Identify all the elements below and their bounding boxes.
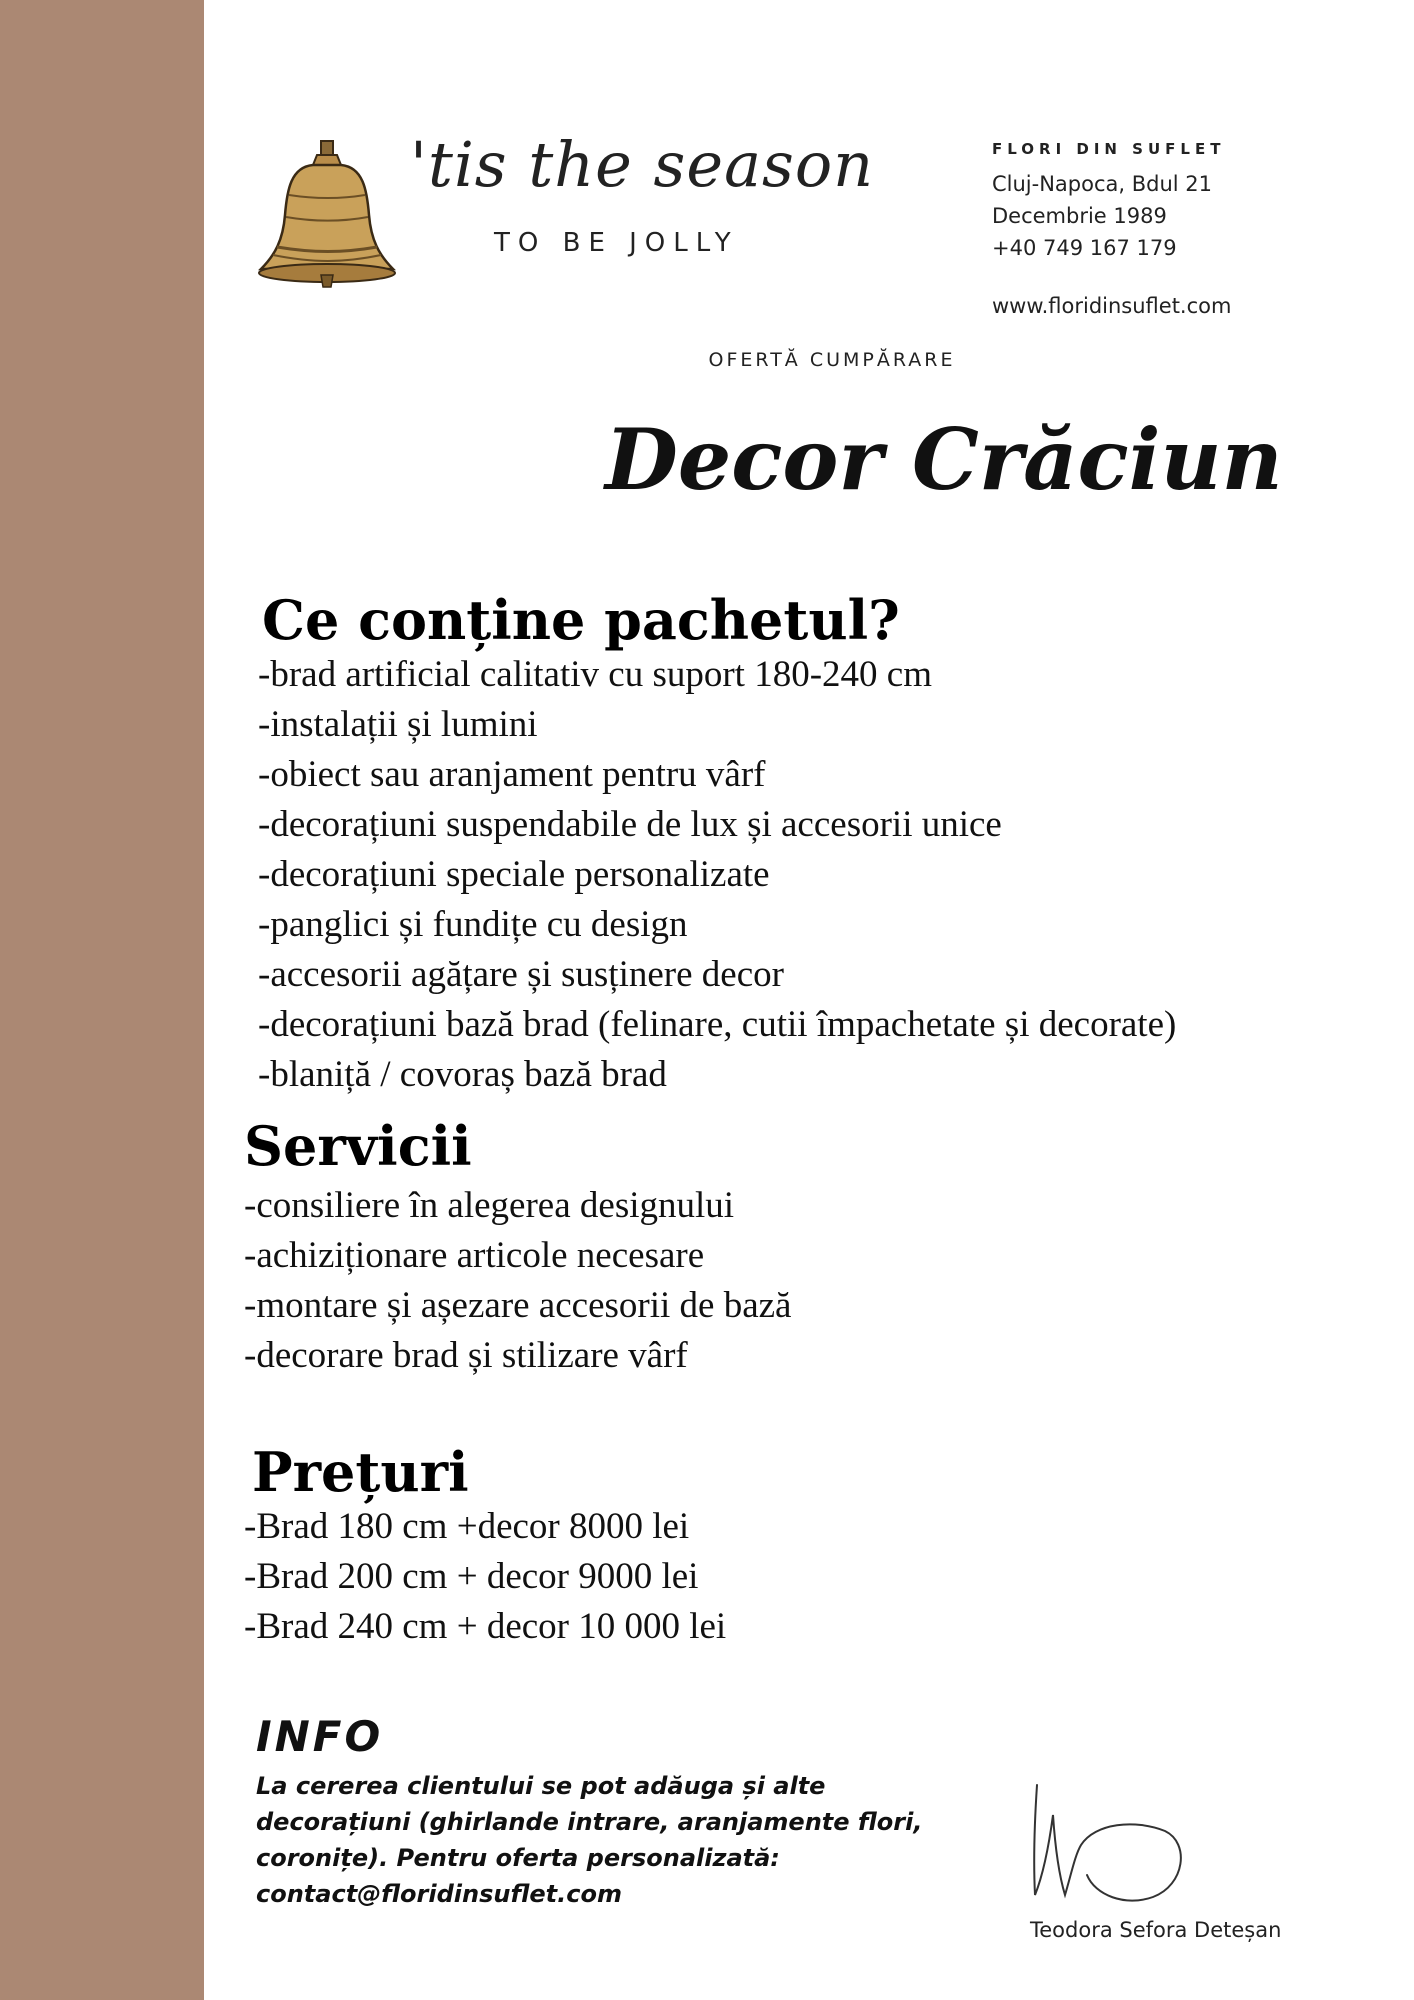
services-heading: Servicii — [244, 1114, 472, 1178]
list-item: -blaniță / covoraș bază brad — [258, 1054, 667, 1095]
list-item: -decorațiuni suspendabile de lux și accesorii unice — [258, 804, 1002, 845]
list-item: -achiziționare articole necesare — [244, 1235, 705, 1276]
list-item: -montare și așezare accesorii de bază — [244, 1285, 792, 1326]
offer-label: OFERTĂ CUMPĂRARE — [708, 349, 956, 371]
list-item: -decorare brad și stilizare vârf — [244, 1335, 688, 1376]
company-website[interactable]: www.floridinsuflet.com — [992, 294, 1232, 318]
list-item: -Brad 180 cm +decor 8000 lei — [244, 1506, 690, 1547]
services-list — [244, 1181, 791, 1381]
company-address-line2: Decembrie 1989 — [992, 204, 1167, 228]
list-item: -Brad 200 cm + decor 9000 lei — [244, 1556, 699, 1597]
page-title: Decor Crăciun — [605, 410, 1283, 509]
script-title: 'tis the season — [410, 128, 875, 201]
subtitle: TO BE JOLLY — [494, 228, 739, 258]
company-phone: +40 749 167 179 — [992, 236, 1177, 260]
sidebar-band — [0, 0, 204, 2000]
prices-heading: Prețuri — [252, 1440, 469, 1504]
company-info — [992, 140, 1231, 322]
package-list — [258, 650, 1176, 1100]
list-item: -consiliere în alegerea designului — [244, 1185, 735, 1226]
company-address: Cluj-Napoca, Bdul 21 — [992, 172, 1213, 196]
list-item: -decorațiuni speciale personalizate — [258, 854, 770, 895]
list-item: -obiect sau aranjament pentru vârf — [258, 754, 766, 795]
list-item: -Brad 240 cm + decor 10 000 lei — [244, 1606, 727, 1647]
list-item: -panglici și fundițe cu design — [258, 904, 688, 945]
list-item: -instalații și lumini — [258, 704, 538, 745]
info-heading: INFO — [256, 1712, 384, 1761]
signer-name: Teodora Sefora Deteșan — [1030, 1918, 1282, 1942]
list-item: -brad artificial calitativ cu suport 180-240 cm — [258, 654, 932, 695]
info-text: La cererea clientului se pot adăuga și alte decorațiuni (ghirlande intrare, aranjamente flori, coronițe). Pentru oferta personalizată: contact@floridinsuflet.com — [256, 1772, 923, 1908]
prices-list — [244, 1502, 726, 1652]
bell-icon — [255, 135, 400, 290]
package-heading: Ce conține pachetul? — [262, 588, 900, 652]
company-name: FLORI DIN SUFLET — [992, 140, 1226, 158]
signature-icon — [1025, 1775, 1205, 1925]
list-item: -accesorii agățare și susținere decor — [258, 954, 784, 995]
list-item: -decorațiuni bază brad (felinare, cutii împachetate și decorate) — [258, 1004, 1177, 1045]
